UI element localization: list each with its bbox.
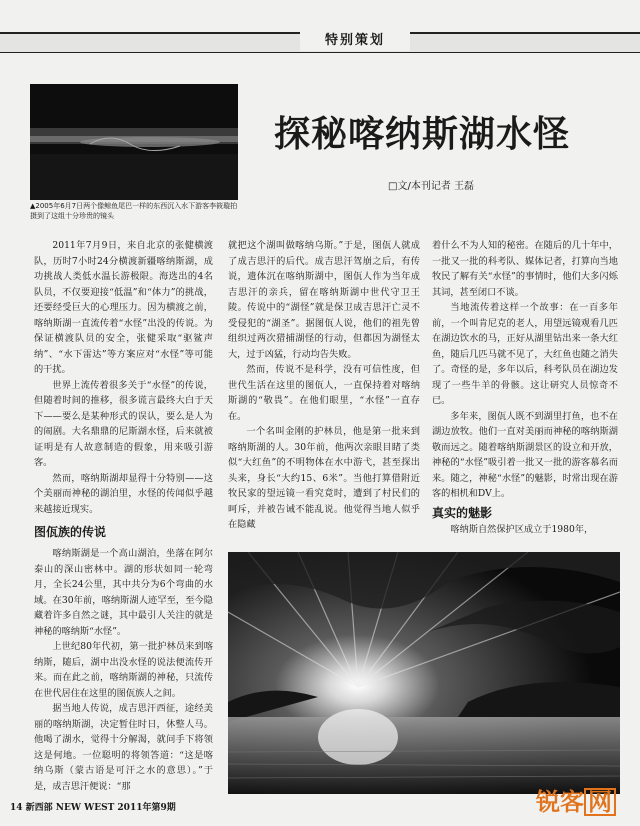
paragraph: 当地流传着这样一个故事：在一百多年前，一个叫肯尼克的老人，用望远镜观看几匹在湖边饮水的马，正好从湖里钻出来一条大红鱼，随后几匹马就不见了，大红鱼也随之消失了。奇怪的是，多年以后，科考队员在湖边发现了一些牛羊的骨骸。这让研究人员惊奇不已。 bbox=[432, 302, 618, 406]
section-heading-shadow: 真实的魅影 bbox=[432, 506, 493, 520]
article-byline: □文/本刊记者 王磊 bbox=[388, 181, 474, 192]
photo-lake-sunburst-image bbox=[228, 552, 620, 794]
column-3-continued bbox=[432, 522, 618, 538]
paragraph: 上世纪80年代初，第一批护林员来到喀纳斯，随后，湖中出没水怪的说法便流传开来。而在此之前，喀纳斯湖的神秘，只流传在世代居住在这里的图佤族人之间。 bbox=[34, 641, 213, 699]
paragraph: 喀纳斯湖是一个高山湖泊，坐落在阿尔泰山的深山密林中。湖的形状如同一轮弯月，全长24公里，其中共分为6个弯曲的水域。在30年前，喀纳斯湖人迹罕至，至今隐藏着许多自然之谜，其中最引人关注的就是神秘的喀纳斯“水怪”。 bbox=[34, 548, 213, 637]
photo-caption: ▲2005年6月7日两个像鲸鱼尾巴一样的东西沉入水下游客李筱璇拍摄到了这组十分珍贵的镜头 bbox=[30, 202, 238, 220]
photo-lake-tail bbox=[30, 84, 238, 200]
paragraph: 一个名叫金刚的护林员，他是第一批来到喀纳斯湖的人。30年前，他两次亲眼目睹了类似“大红鱼”的不明物体在水中游弋，甚至探出头来，身长“大约15、6米”。当他打算借附近牧民家的望远镜一看究竟时，遭到了村民们的呵斥，并被告诫不能乱说。他觉得当地人似乎在隐藏 bbox=[228, 426, 420, 530]
paragraph: 着什么不为人知的秘密。在随后的几十年中，一批又一批的科考队、媒体记者，打算向当地牧民了解有关“水怪”的事情时，他们大多闪烁其词，甚至闭口不谈。 bbox=[432, 240, 618, 298]
paragraph: 多年来，图佤人既不到湖里打鱼，也不在湖边放牧。他们一直对美丽而神秘的喀纳斯湖敬而远之。随着喀纳斯湖景区的设立和开放，神秘的“水怪”吸引着一批又一批的游客慕名而来。随之，神秘“水怪”的魅影，时常出现在游客的相机和DV上。 bbox=[432, 410, 618, 499]
paragraph: 据当地人传说，成吉思汗西征，途经美丽的喀纳斯湖，决定暂住时日，休整人马。他喝了湖水，觉得十分解渴，就问手下将领这是何地。一位聪明的将领答道：“这是喀纳乌斯（蒙古语是可汗之水的意思）。”于是，成吉思汗便说：“那 bbox=[34, 703, 213, 792]
column-1 bbox=[34, 238, 213, 517]
paragraph: 然而，传说不是科学，没有可信性度，但世代生活在这里的图佤人，一直保持着对喀纳斯湖的“敬畏”。在他们眼里，“水怪”一直存在。 bbox=[228, 364, 420, 422]
watermark-box: 网 bbox=[584, 788, 616, 816]
photo-lake-sunburst bbox=[228, 552, 620, 794]
watermark-logo bbox=[536, 782, 616, 817]
paragraph: 喀纳斯自然保护区成立于1980年， bbox=[450, 524, 594, 535]
section-heading-legend: 图佤族的传说 bbox=[34, 525, 107, 539]
paragraph: 2011年7月9日，来自北京的张健横渡队，历时7小时24分横渡新疆喀纳斯湖，成功挑战人类低水温长游极限。海选出的4名队员，不仅要迎接“低温”和“体力”的挑战，还要经受巨大的心理压力。因为横渡之前，喀纳斯湖一直流传着“水怪”出没的传说。为保证横渡队员的安全，张健采取“驱鲨声纳”、“水下雷达”等方案应对“水怪”等可能的干扰。 bbox=[34, 240, 213, 375]
column-3 bbox=[432, 238, 618, 502]
paragraph: 世界上流传着很多关于“水怪”的传说，但随着时间的推移，很多谎言最终大白于天下——要么是某种形式的误认，要么是人为的闹剧。大名鼎鼎的尼斯湖水怪，后来就被证明是有人故意制造的假象，用来吸引游客。 bbox=[34, 379, 213, 468]
column-1-continued bbox=[34, 546, 213, 794]
article-title: 探秘喀纳斯湖水怪 bbox=[274, 114, 571, 155]
watermark-text: 锐客 bbox=[536, 788, 584, 816]
paragraph: 就把这个湖叫做喀纳乌斯。”于是，图佤人就成了成吉思汗的后代。成吉思汗驾崩之后，有传说，遗体沉在喀纳斯湖中，图佤人作为当年成吉思汗的亲兵，留在喀纳斯湖中世代守卫王陵。传说中的“湖怪”就是保卫成吉思汗亡灵不受侵犯的“湖圣”。据图佤人说，他们的祖先曾组织过两次猎捕湖怪的行动，但都因为湖怪太大，过于凶猛，行动均告失败。 bbox=[228, 240, 420, 360]
photo-lake-tail-image bbox=[30, 84, 238, 200]
column-2 bbox=[228, 238, 420, 533]
page-footer: 14 新西部 NEW WEST 2011年第9期 bbox=[10, 803, 176, 813]
section-label: 特别策划 bbox=[300, 31, 410, 51]
paragraph: 然而，喀纳斯湖却显得十分特别——这个美丽而神秘的湖泊里，水怪的传闻似乎越来越接近现实。 bbox=[34, 472, 213, 515]
